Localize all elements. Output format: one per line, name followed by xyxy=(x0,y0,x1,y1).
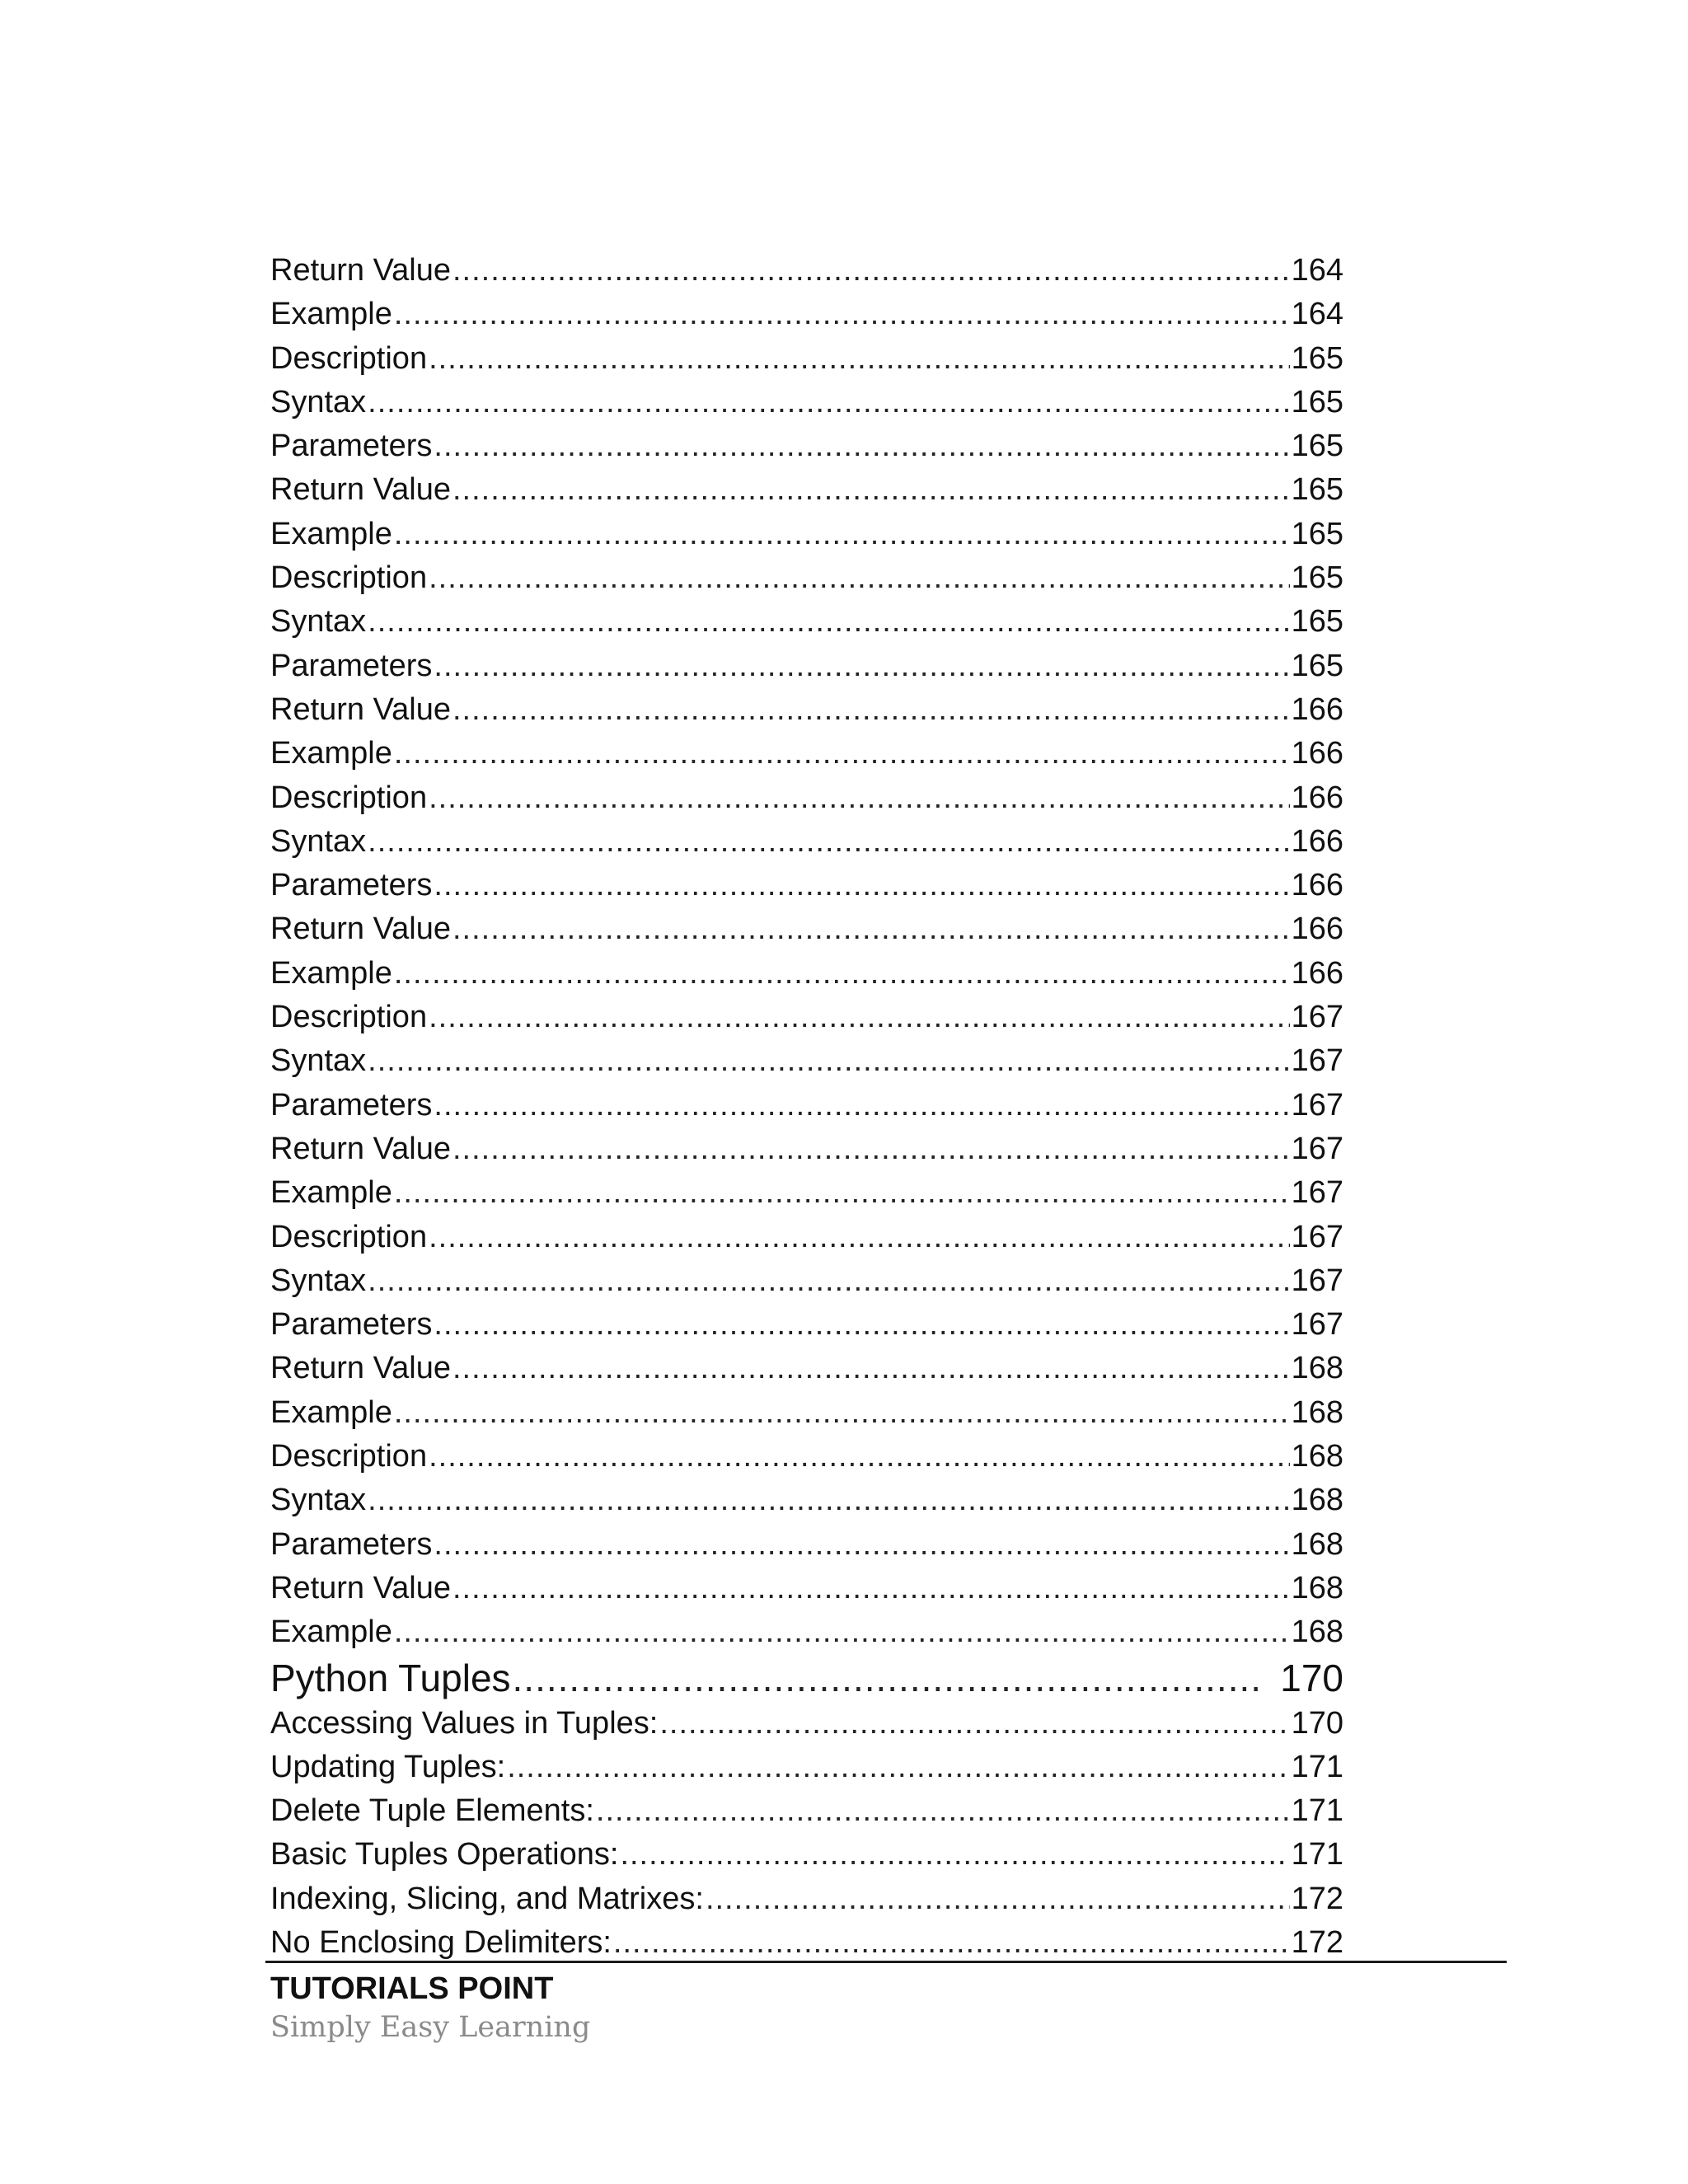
toc-chapter-entry[interactable] xyxy=(270,1655,1343,1702)
toc-entry-page-number: 164 xyxy=(1291,253,1343,288)
footer-brand: TUTORIALS POINT xyxy=(270,1971,554,2006)
toc-entry-title: Return Value xyxy=(270,253,451,288)
toc-entry-page-number: 171 xyxy=(1291,1793,1343,1829)
toc-entry-title: Example xyxy=(270,1394,392,1430)
toc-entry[interactable] xyxy=(270,337,1343,381)
toc-entry-title: Basic Tuples Operations: xyxy=(270,1837,619,1872)
toc-entry-page-number: 165 xyxy=(1291,560,1343,596)
toc-entry-page-number: 166 xyxy=(1291,823,1343,859)
toc-entry-page-number: 168 xyxy=(1291,1439,1343,1474)
toc-entry-page-number: 167 xyxy=(1291,1000,1343,1035)
toc-dot-leader xyxy=(368,600,1289,644)
toc-entry-page-number: 166 xyxy=(1291,912,1343,947)
toc-entry[interactable] xyxy=(270,1921,1343,1965)
toc-entry-title: Syntax xyxy=(270,604,367,640)
toc-entry[interactable] xyxy=(270,1347,1343,1390)
toc-entry-page-number: 167 xyxy=(1291,1263,1343,1298)
toc-entry-page-number: 166 xyxy=(1291,691,1343,727)
toc-entry-title: Description xyxy=(270,340,428,376)
toc-entry-title: Return Value xyxy=(270,472,451,508)
toc-entry-page-number: 165 xyxy=(1291,340,1343,376)
toc-entry[interactable] xyxy=(270,468,1343,512)
toc-entry-page-number: 167 xyxy=(1291,1175,1343,1211)
toc-dot-leader xyxy=(434,1084,1289,1127)
toc-entry[interactable] xyxy=(270,1391,1343,1435)
toc-dot-leader xyxy=(452,1347,1290,1390)
toc-entry-page-number: 166 xyxy=(1291,736,1343,771)
toc-entry-title: Example xyxy=(270,736,392,771)
toc-entry[interactable] xyxy=(270,820,1343,864)
toc-entry-title: Parameters xyxy=(270,1307,433,1343)
toc-entry-title: Syntax xyxy=(270,1263,367,1298)
toc-dot-leader xyxy=(394,293,1290,336)
toc-dot-leader xyxy=(368,1259,1289,1303)
toc-dot-leader xyxy=(394,1391,1290,1435)
toc-entry[interactable] xyxy=(270,1435,1343,1479)
toc-dot-leader xyxy=(368,1479,1289,1522)
toc-entry[interactable] xyxy=(270,1702,1343,1746)
toc-dot-leader xyxy=(429,996,1290,1039)
toc-entry[interactable] xyxy=(270,1216,1343,1259)
toc-entry-page-number: 165 xyxy=(1291,648,1343,683)
toc-dot-leader xyxy=(613,1921,1290,1965)
toc-entry[interactable] xyxy=(270,864,1343,907)
toc-entry[interactable] xyxy=(270,1479,1343,1522)
toc-dot-leader xyxy=(394,732,1290,776)
toc-entry-page-number: 165 xyxy=(1291,472,1343,508)
toc-entry-title: Description xyxy=(270,1000,428,1035)
toc-entry[interactable] xyxy=(270,1127,1343,1171)
toc-dot-leader xyxy=(394,1171,1290,1215)
toc-entry[interactable] xyxy=(270,249,1343,293)
toc-dot-leader xyxy=(596,1789,1290,1833)
toc-entry-title: Return Value xyxy=(270,691,451,727)
toc-dot-leader xyxy=(429,776,1290,820)
toc-entry-title: Example xyxy=(270,1175,392,1211)
toc-dot-leader xyxy=(434,1303,1289,1347)
toc-entry[interactable] xyxy=(270,996,1343,1039)
toc-dot-leader xyxy=(368,1039,1289,1083)
toc-entry[interactable] xyxy=(270,424,1343,468)
toc-entry-title: No Enclosing Delimiters: xyxy=(270,1924,612,1960)
toc-dot-leader xyxy=(513,1655,1264,1702)
toc-entry-page-number: 168 xyxy=(1291,1615,1343,1650)
toc-entry[interactable] xyxy=(270,1084,1343,1127)
toc-entry-page-number: 168 xyxy=(1291,1526,1343,1562)
toc-entry-page-number: 166 xyxy=(1291,955,1343,991)
toc-entry[interactable] xyxy=(270,1567,1343,1610)
toc-entry-page-number: 167 xyxy=(1291,1043,1343,1079)
toc-entry[interactable] xyxy=(270,1877,1343,1921)
toc-entry-page-number: 167 xyxy=(1291,1307,1343,1343)
toc-entry-title: Description xyxy=(270,1219,428,1254)
toc-entry-page-number: 165 xyxy=(1291,384,1343,419)
toc-entry[interactable] xyxy=(270,293,1343,336)
toc-dot-leader xyxy=(452,1567,1290,1610)
toc-dot-leader xyxy=(452,249,1290,293)
toc-entry-title: Example xyxy=(270,516,392,551)
toc-entry-title: Parameters xyxy=(270,868,433,903)
toc-entry-title: Description xyxy=(270,560,428,596)
toc-entry-page-number: 167 xyxy=(1291,1131,1343,1166)
toc-dot-leader xyxy=(394,952,1290,996)
toc-entry-page-number: 165 xyxy=(1291,604,1343,640)
toc-entry-title: Syntax xyxy=(270,1043,367,1079)
toc-entry-title: Description xyxy=(270,1439,428,1474)
toc-dot-leader xyxy=(368,381,1289,424)
toc-entry[interactable] xyxy=(270,776,1343,820)
toc-entry-title: Syntax xyxy=(270,1483,367,1518)
toc-entry[interactable] xyxy=(270,513,1343,556)
toc-dot-leader xyxy=(429,1435,1290,1479)
toc-entry-page-number: 166 xyxy=(1291,868,1343,903)
toc-entry[interactable] xyxy=(270,1303,1343,1347)
toc-dot-leader xyxy=(452,468,1290,512)
toc-entry[interactable] xyxy=(270,732,1343,776)
toc-entry-title: Example xyxy=(270,1615,392,1650)
toc-entry-page-number: 170 xyxy=(1280,1656,1343,1699)
toc-entry-page-number: 172 xyxy=(1291,1881,1343,1916)
toc-entry[interactable] xyxy=(270,952,1343,996)
toc-dot-leader xyxy=(507,1746,1289,1789)
toc-entry-title: Return Value xyxy=(270,912,451,947)
toc-dot-leader xyxy=(434,644,1289,688)
toc-entry-page-number: 166 xyxy=(1291,780,1343,815)
toc-dot-leader xyxy=(620,1833,1289,1877)
toc-entry[interactable] xyxy=(270,381,1343,424)
toc-entry-title: Return Value xyxy=(270,1131,451,1166)
toc-entry-title: Parameters xyxy=(270,1526,433,1562)
toc-dot-leader xyxy=(394,513,1290,556)
toc-entry-page-number: 167 xyxy=(1291,1219,1343,1254)
toc-entry-title: Updating Tuples: xyxy=(270,1749,506,1784)
toc-dot-leader xyxy=(452,1127,1290,1171)
toc-dot-leader xyxy=(434,864,1289,907)
toc-entry-page-number: 164 xyxy=(1291,297,1343,332)
table-of-contents xyxy=(270,249,1343,1965)
toc-entry-page-number: 168 xyxy=(1291,1570,1343,1605)
toc-dot-leader xyxy=(429,1216,1290,1259)
toc-entry-title: Syntax xyxy=(270,823,367,859)
toc-entry-title: Return Value xyxy=(270,1570,451,1605)
toc-entry-title: Indexing, Slicing, and Matrixes: xyxy=(270,1881,704,1916)
toc-dot-leader xyxy=(706,1877,1290,1921)
toc-entry-title: Parameters xyxy=(270,648,433,683)
toc-entry-page-number: 165 xyxy=(1291,429,1343,464)
toc-entry[interactable] xyxy=(270,600,1343,644)
toc-entry[interactable] xyxy=(270,1833,1343,1877)
toc-entry[interactable] xyxy=(270,1610,1343,1654)
toc-dot-leader xyxy=(434,1523,1289,1567)
toc-entry-page-number: 171 xyxy=(1291,1837,1343,1872)
toc-dot-leader xyxy=(452,907,1290,951)
toc-entry[interactable] xyxy=(270,688,1343,732)
toc-entry-title: Return Value xyxy=(270,1351,451,1386)
toc-dot-leader xyxy=(659,1702,1289,1746)
toc-entry-page-number: 168 xyxy=(1291,1483,1343,1518)
toc-dot-leader xyxy=(452,688,1290,732)
toc-entry-page-number: 165 xyxy=(1291,516,1343,551)
toc-entry[interactable] xyxy=(270,1523,1343,1567)
toc-entry-title: Example xyxy=(270,955,392,991)
toc-dot-leader xyxy=(429,337,1290,381)
toc-entry-page-number: 167 xyxy=(1291,1087,1343,1122)
toc-entry-page-number: 172 xyxy=(1291,1924,1343,1960)
toc-entry-title: Syntax xyxy=(270,384,367,419)
toc-entry-page-number: 171 xyxy=(1291,1749,1343,1784)
toc-entry-title: Parameters xyxy=(270,429,433,464)
toc-entry-title: Accessing Values in Tuples: xyxy=(270,1705,659,1741)
toc-entry-title: Python Tuples xyxy=(270,1656,511,1699)
toc-entry[interactable] xyxy=(270,1259,1343,1303)
toc-entry[interactable] xyxy=(270,556,1343,600)
toc-dot-leader xyxy=(434,424,1289,468)
toc-entry-title: Parameters xyxy=(270,1087,433,1122)
toc-entry[interactable] xyxy=(270,1039,1343,1083)
toc-entry[interactable] xyxy=(270,644,1343,688)
toc-entry[interactable] xyxy=(270,907,1343,951)
toc-entry-page-number: 170 xyxy=(1291,1705,1343,1741)
toc-entry-page-number: 168 xyxy=(1291,1394,1343,1430)
toc-entry-title: Description xyxy=(270,780,428,815)
toc-dot-leader xyxy=(429,556,1290,600)
toc-entry-title: Delete Tuple Elements: xyxy=(270,1793,594,1829)
toc-entry-title: Example xyxy=(270,297,392,332)
toc-dot-leader xyxy=(394,1610,1290,1654)
toc-entry[interactable] xyxy=(270,1171,1343,1215)
footer-divider xyxy=(265,1961,1507,1963)
toc-entry[interactable] xyxy=(270,1746,1343,1789)
toc-entry[interactable] xyxy=(270,1789,1343,1833)
toc-dot-leader xyxy=(368,820,1289,864)
footer-tagline: Simply Easy Learning xyxy=(270,2011,591,2044)
toc-entry-page-number: 168 xyxy=(1291,1351,1343,1386)
